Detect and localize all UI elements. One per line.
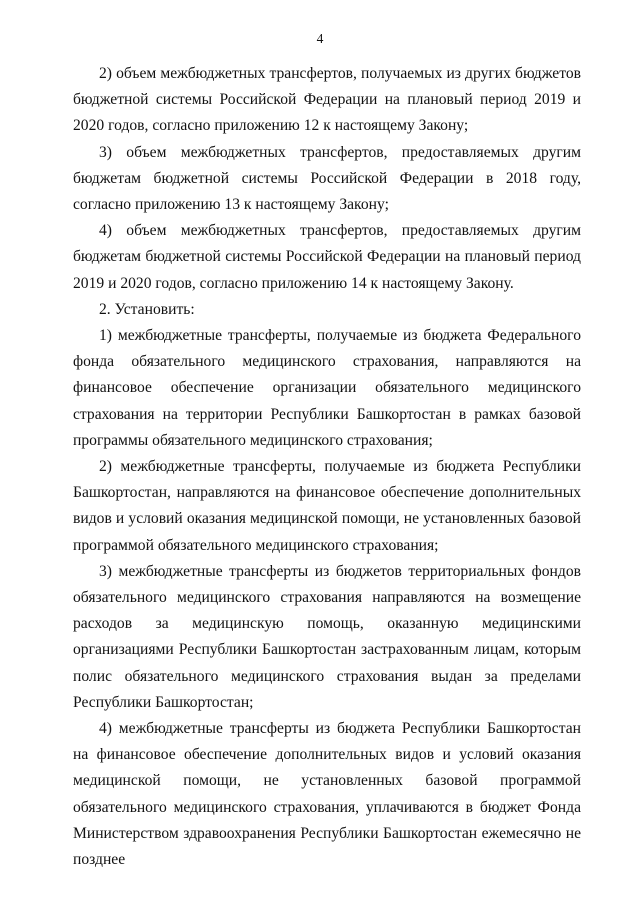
document-body bbox=[73, 61, 581, 873]
paragraph-item-4-ministry-payments: 4) межбюджетные трансферты из бюджета Республики Башкортостан на финансовое обеспечение дополнительных видов и условий оказания медицинской помощи, не установленных базовой программой обязательного медицинского страхования, уплачиваются в бюджет Фонда Министерством здравоохранения Республики Башкортостан ежемесячно не позднее bbox=[73, 720, 581, 869]
paragraph-intertransfers-provided-2018: 3) объем межбюджетных трансфертов, предоставляемых другим бюджетам бюджетной системы Российской Федерации в 2018 году, согласно приложению 13 к настоящему Закону; bbox=[73, 143, 581, 214]
page-number: 4 bbox=[316, 31, 324, 46]
paragraph-item-3-territorial-funds: 3) межбюджетные трансферты из бюджетов территориальных фондов обязательного медицинского страхования направляются на возмещение расходов за медицинскую помощь, оказанную медицинскими организациями Республики Башкортостан застрахованным лицам, которым полис обязательного медицинского страхования выдан за пределами Республики Башкортостан; bbox=[73, 562, 581, 711]
paragraph-intertransfers-received-planned: 2) объем межбюджетных трансфертов, получаемых из других бюджетов бюджетной системы Российской Федерации на плановый период 2019 и 2020 годов, согласно приложению 12 к настоящему Закону; bbox=[73, 65, 581, 135]
paragraph-item-1-federal-fund: 1) межбюджетные трансферты, получаемые из бюджета Федерального фонда обязательного медицинского страхования, направляются на финансовое обеспечение организации обязательного медицинского страхования на территории Республики Башкортостан в рамках базовой программы обязательного медицинского страхования; bbox=[73, 327, 581, 449]
paragraph-intertransfers-provided-planned: 4) объем межбюджетных трансфертов, предоставляемых другим бюджетам бюджетной системы Российской Федерации на плановый период 2019 и 2020 годов, согласно приложению 14 к настоящему Закону. bbox=[73, 222, 581, 292]
paragraph-establish-heading: 2. Установить: bbox=[99, 300, 195, 318]
paragraph-item-2-republic-budget: 2) межбюджетные трансферты, получаемые из бюджета Республики Башкортостан, направляются на финансовое обеспечение дополнительных видов и условий оказания медицинской помощи, не установленных базовой программой обязательного медицинского страхования; bbox=[73, 458, 581, 554]
